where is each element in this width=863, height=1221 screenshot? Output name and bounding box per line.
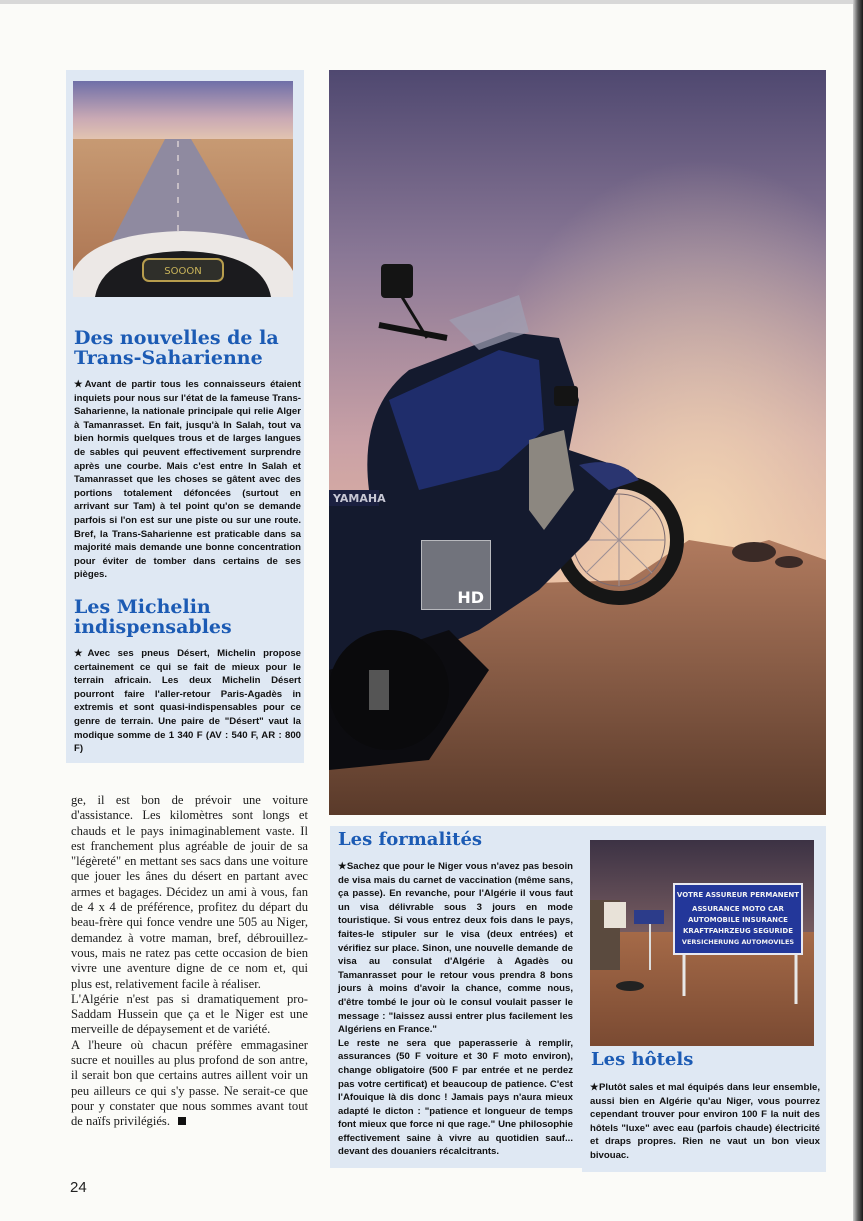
article-paragraph-3: A l'heure où chacun préfère emmagasiner sucre et nouilles au plus profond de son antre, il serait bon que certains autres aillent voir un peu ailleurs ce qui s'y passe. Ne serait-ce que pour y constater que nous sommes avant tout de naïfs privilégiés. (71, 1037, 308, 1129)
sign-line-2: ASSURANCE MOTO CAR (692, 905, 784, 913)
page-binding-edge (853, 0, 863, 1221)
insurance-sign-photo (590, 840, 814, 1046)
watermark-logo (421, 540, 491, 610)
formalites-paragraph-2: Le reste ne sera que paperasserie à remplir, assurances (50 F voiture et 30 F moto environ), change obligatoire (500 F par entrée et ne perdez pas votre certificat) et beaucoup de patience. C'est l'Afouique là dis donc ! Jamais pays n'aura mieux adapté le dicton : "patience et longueur de temps font mieux que force ni que rage." Une philosophie effectivement saine à vivre au quotidien sauf... devant des douaniers récalcitrants. (338, 1037, 573, 1158)
section-title-formalites: Les formalités (338, 829, 483, 850)
formalites-paragraph-1: ★Sachez que pour le Niger vous n'avez pas besoin de visa mais du carnet de vaccination (même sans, ça passe). En revanche, pour l'Algérie il vous faut un visa délivrable sous 3 jours en mode touristique. Si vous entrez deux fois dans le pays, faites-le stipuler sur le visa (deux entrées) et vérifiez sur place. Sinon, une nouvelle demande de visa au consulat d'Algérie à Agadès ou Tamanrasset pour le retour vous prendra 8 bons jours à moins d'avoir la chance, comme nous, d'être tombé le jour où le consul voulait passer le message : "laissez aussi entrer plus facilement les Algériens en France." (338, 861, 573, 1036)
section-text-hotels: ★Plutôt sales et mal équipés dans leur ensemble, aussi bien en Algérie qu'au Niger, vous pourrez cependant trouver pour environ 100 F la nuit des hôtels "luxe" avec eau (parfois chaude) électricité et draps propres. Rien ne vaut un bon vieux bivouac. (590, 1082, 820, 1161)
page-number: 24 (70, 1179, 87, 1196)
section-text-formalites (338, 860, 573, 1159)
end-of-article-square-icon (178, 1117, 186, 1125)
section-title-michelin: Les Michelin indispensables (74, 596, 232, 638)
watermark-text: HD (457, 588, 484, 607)
sign-line-4: KRAFTFAHRZEUG SEGURIDE (683, 927, 793, 935)
sign-line-5: VERSICHERUNG AUTOMOVILES (681, 938, 795, 946)
article-paragraph-2: L'Algérie n'est pas si dramatiquement pro-Saddam Hussein que ça et le Niger est une merveille de dépaysement et de variété. (71, 991, 308, 1037)
section-text-michelin: ★Avec ses pneus Désert, Michelin propose certainement ce qui se fait de mieux pour le terrain africain. Les deux Michelin Désert pourront faire l'aller-retour Paris-Agadès in extremis et sont quasi-indispensables pour ce genre de terrain. Une paire de "Désert" vaut la modique somme de 1 340 F (AV : 540 F, AR : 800 F) (74, 648, 301, 755)
sign-line-3: AUTOMOBILE INSURANCE (688, 916, 788, 924)
page-top-edge (0, 0, 863, 4)
sign-line-1: VOTRE ASSUREUR PERMANENT (676, 891, 800, 899)
motorcycle-sunset-photo (329, 70, 826, 815)
road-photo (73, 81, 293, 297)
svg-text:SOOON: SOOON (164, 266, 202, 277)
article-body (71, 793, 308, 1130)
section-text-trans-saharienne: ★Avant de partir tous les connaisseurs étaient inquiets pour nous sur l'état de la fameuse Trans-Saharienne, la nationale principale qui relie Alger à Tamanrasset. En fait, jusqu'à In Salah, tout va bien hormis quelques trous et de larges langues de sables qui peuvent effectivement surprendre après une courbe. Mais c'est entre In Salah et Tamanrasset que les choses se gâtent avec des portions totalement défoncées (surtout en arrivant sur Tam) à tel point qu'on se demande parfois si l'on est sur une piste ou sur une route. Bref, la Trans-Saharienne est praticable dans sa majorité mais demande une bonne concentration pour éviter de tomber dans certains de ses pièges. (74, 379, 301, 581)
article-paragraph-1: ge, il est bon de prévoir une voiture d'assistance. Les kilomètres sont longs et chauds et le pays inimaginablement vaste. Il est franchement plus agréable de jouir de sa "légèreté" en mettant ses sacs dans une voiture que jouer les ânes du désert en partant avec armes et bagages. Décidez un ami à vous, fan de 4 x 4 de préférence, profitez du départ du beau-frère qui fonce vendre une 505 au Niger, demandez à votre maman, bref, débrouillez-vous, mais ne ratez pas cette occasion de bien vivre une aventure digne de ce nom et, qui plus est, relativement facile à réaliser. (71, 793, 308, 991)
section-title-trans-saharienne: Des nouvelles de la Trans-Saharienne (74, 327, 279, 369)
section-title-hotels: Les hôtels (591, 1049, 694, 1070)
svg-text:YAMAHA: YAMAHA (333, 492, 386, 505)
